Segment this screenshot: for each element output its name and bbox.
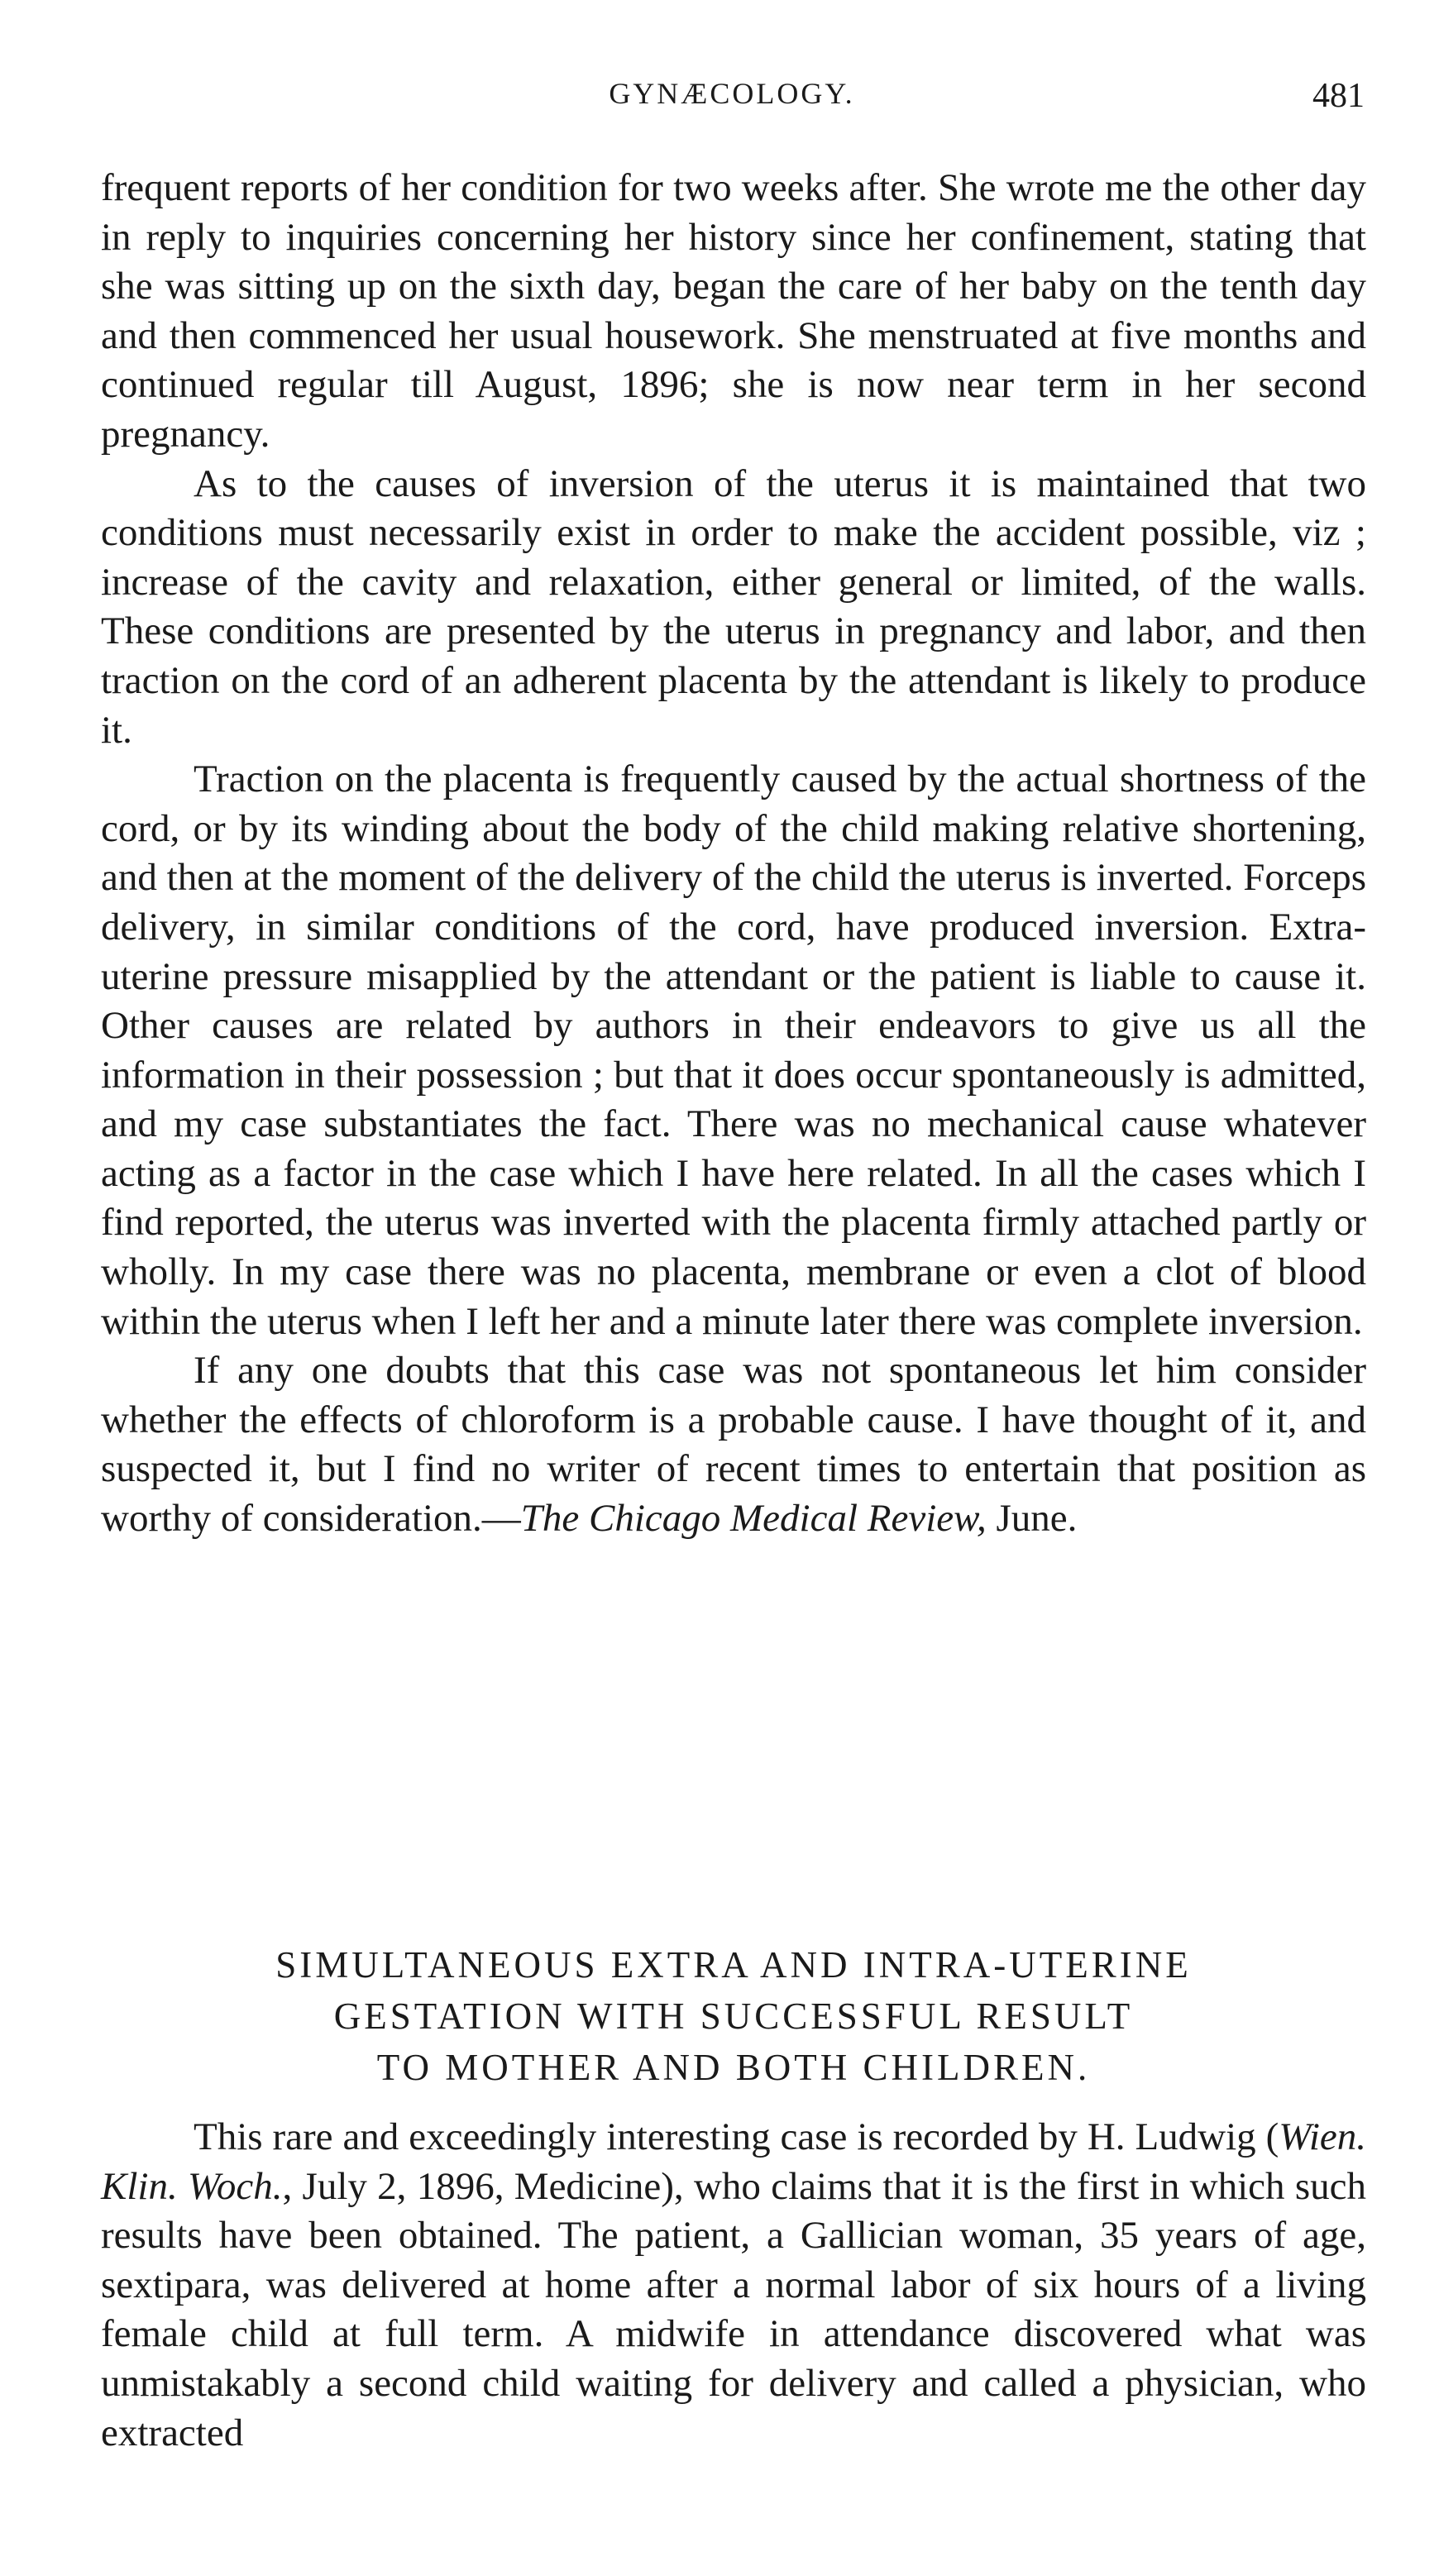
- section-heading-line-3: TO MOTHER AND BOTH CHILDREN.: [376, 2047, 1091, 2088]
- article-continuation: [101, 164, 1366, 1544]
- paragraph-2: As to the causes of inversion of the uterus it is maintained that two conditions must necessarily exist in order to make the accident possible, viz ; increase of the cavity and relaxation, either general or limited, of the walls. These conditions are presented by the uterus in pregnancy and labor, and then traction on the cord of an adherent placenta by the attendant is likely to produce it.: [101, 461, 1366, 752]
- running-head: [99, 76, 1365, 126]
- journal-citation: Wien. Klin. Woch.: [101, 2115, 1366, 2208]
- paragraph-3: Traction on the placenta is frequently caused by the actual shortness of the cord, or by its winding about the body of the child making relative shortening, and then at the moment of the delivery of the child the uterus is inverted. Forceps delivery, in similar conditions of the cord, have produced inversion. Extra-uterine pressure misapplied by the attendant or the patient is liable to cause it. Other causes are related by authors in their endeavors to give us all the information in their possession ; but that it does occur spontaneously is admitted, and my case substantiates the fact. There was no mechanical cause whatever acting as a factor in the case which I have here related. In all the cases which I find reported, the uterus was inverted with the placenta firmly attached partly or wholly. In my case there was no placenta, membrane or even a clot of blood within the uterus when I left her and a minute later there was complete inversion.: [101, 758, 1366, 1343]
- paragraph-4-text: If any one doubts that this case was not spontaneous let him consider whether the effects of chloroform is a probable cause. I have thought of it, and suspected it, but I find no writer of recent times to entertain that position as worthy of consideration.—: [101, 1349, 1366, 1541]
- paragraph-4: [101, 1346, 1366, 1543]
- paragraph-4-date: June.: [986, 1497, 1078, 1541]
- paragraph-5: [101, 2113, 1366, 2458]
- page-number: 481: [1312, 77, 1365, 115]
- running-title: GYNÆCOLOGY.: [609, 77, 855, 110]
- source-citation: The Chicago Medical Review,: [520, 1497, 987, 1541]
- section-heading-line-2: GESTATION WITH SUCCESSFUL RESULT: [333, 1995, 1134, 2037]
- paragraph-5-rest: , July 2, 1896, Medicine), who claims that it is the first in which such results have been obtained. The patient, a Gallician woman, 35 years of age, sextipara, was delivered at home after a normal labor of six hours of a living female child at full term. A midwife in attendance discovered what was unmistakably a second child waiting for delivery and called a physician, who extracted: [101, 2164, 1366, 2454]
- section-heading: [101, 1939, 1366, 2093]
- paragraph-1: frequent reports of her condition for two weeks after. She wrote me the other day in reply to inquiries concerning her history since her confinement, stating that she was sitting up on the sixth day, began the care of her baby on the tenth day and then commenced her usual housework. She menstruated at five months and continued regular till August, 1896; she is now near term in her second pregnancy.: [101, 166, 1366, 456]
- new-article-body: [101, 2113, 1366, 2458]
- paragraph-5-text: This rare and exceedingly interesting case is recorded by H. Ludwig (: [194, 2115, 1279, 2158]
- section-heading-line-1: SIMULTANEOUS EXTRA AND INTRA-UTERINE: [275, 1944, 1192, 1986]
